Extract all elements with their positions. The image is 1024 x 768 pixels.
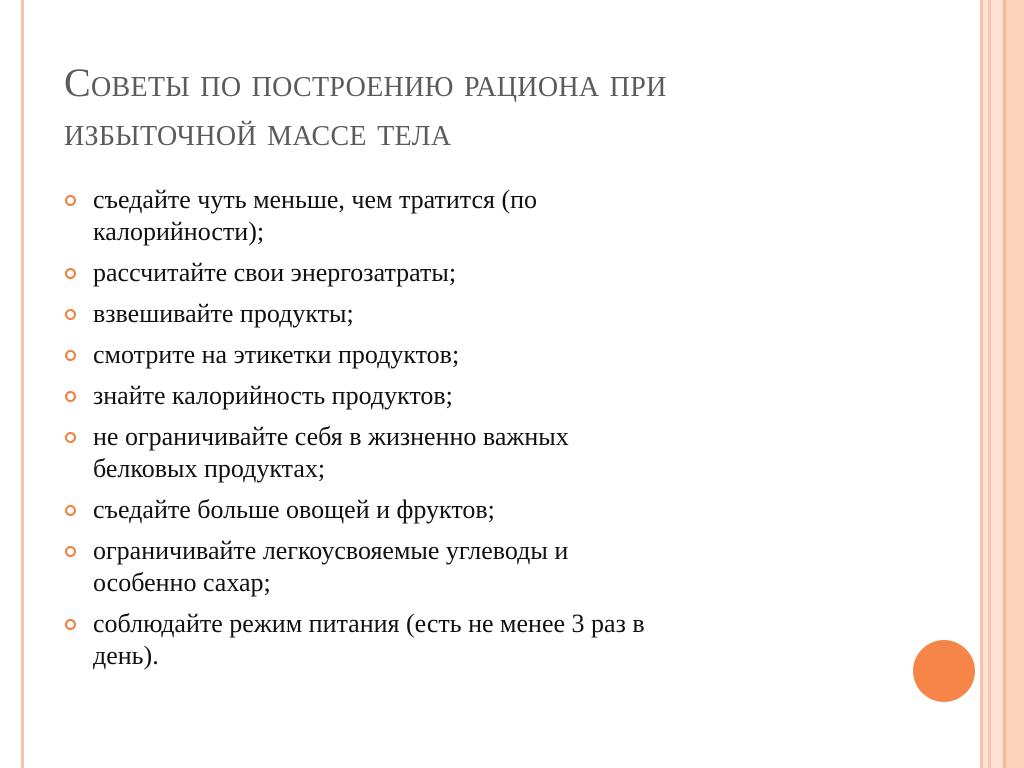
list-item: [64, 608, 894, 672]
list-item: [64, 257, 894, 289]
list-item: [64, 494, 894, 526]
list-item-text: не ограничивайте себя в жизненно важных: [93, 422, 569, 451]
circle-outline-icon: [65, 619, 76, 630]
list-item-text: знайте калорийность продуктов;: [93, 381, 453, 410]
list-item-text: день).: [93, 641, 159, 670]
circle-outline-icon: [65, 391, 76, 402]
list-item-text: калорийности);: [93, 217, 265, 246]
circle-outline-icon: [65, 268, 76, 279]
list-item-text: ограничивайте легкоусвояемые углеводы и: [93, 536, 569, 565]
list-item: [64, 298, 894, 330]
list-item: [64, 184, 894, 248]
circle-outline-icon: [65, 195, 76, 206]
list-item: [64, 380, 894, 412]
slide-title-line-2: избыточной массе тела: [64, 109, 452, 154]
list-item-text: смотрите на этикетки продуктов;: [93, 340, 460, 369]
slide-title: [64, 58, 944, 156]
slide-title-line-1: Советы по построению рациона при: [64, 60, 667, 105]
circle-outline-icon: [65, 350, 76, 361]
list-item: [64, 535, 894, 599]
circle-outline-icon: [65, 432, 76, 443]
circle-outline-icon: [65, 309, 76, 320]
list-item: [64, 339, 894, 371]
list-item-text: особенно сахар;: [93, 568, 271, 597]
decorative-circle: [913, 640, 975, 702]
list-item-text: взвешивайте продукты;: [93, 299, 354, 328]
list-item-text: съедайте больше овощей и фруктов;: [93, 495, 495, 524]
list-item-text: съедайте чуть меньше, чем тратится (по: [93, 185, 538, 214]
list-item-text: рассчитайте свои энергозатраты;: [93, 258, 457, 287]
circle-outline-icon: [65, 546, 76, 557]
bullet-list: [64, 184, 894, 681]
list-item: [64, 421, 894, 485]
circle-outline-icon: [65, 505, 76, 516]
list-item-text: соблюдайте режим питания (есть не менее 3 раз в: [93, 609, 645, 638]
list-item-text: белковых продуктах;: [93, 454, 326, 483]
decorative-stripes: [983, 0, 1024, 768]
